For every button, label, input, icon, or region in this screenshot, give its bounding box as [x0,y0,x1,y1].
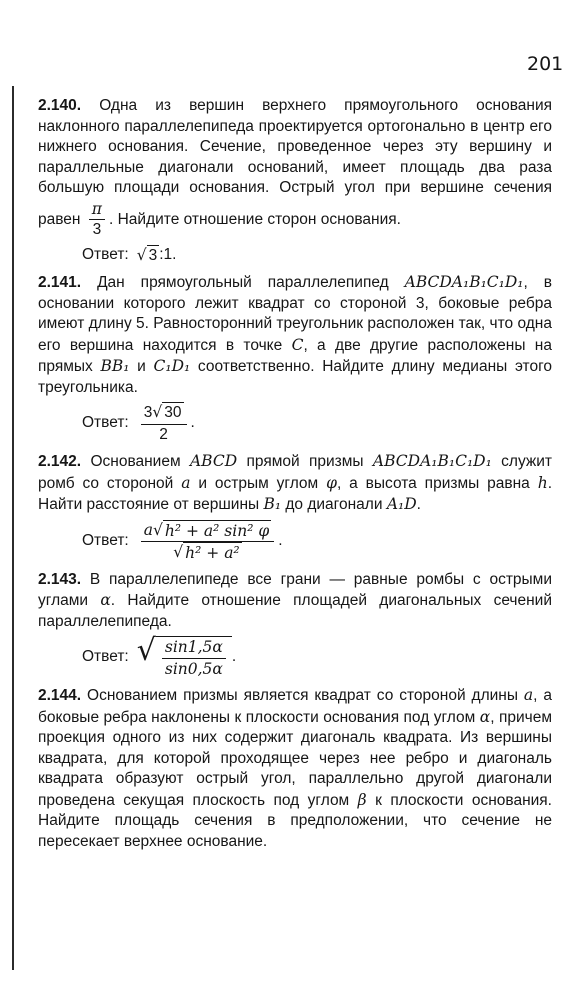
radical-sign: √ [152,403,163,421]
problem-body: соответственно. Найдите длину медианы этого треугольника. [38,358,553,396]
problem-2-141 [38,272,552,445]
sqrt [153,520,271,542]
radical-sign: √ [152,520,163,539]
problem-body: , в основании которого лежит квадрат со стороной 3, боковые ребра имеют длину 5. Равносторонний треугольник расположен так, что одна его вершина находится в точке [38,274,552,354]
answer [82,245,552,267]
radicand: 3 [147,245,160,267]
angle-var: φ [326,473,337,492]
problem-body-end: . Найдите отношение площадей диагональных сечений параллелепипеда. [38,592,553,630]
problem-2-144 [38,685,552,852]
sqrt [137,245,160,267]
point-name: C [291,335,304,354]
problem-body: Основанием призмы является квадрат со стороной длины [87,687,518,704]
fraction-denominator: 2 [159,425,168,443]
radical-sign: √ [173,543,184,561]
problem-body: до диагонали [285,496,383,513]
radicand: h² + a² [185,544,240,562]
fraction-numerator: π [89,199,105,221]
angle-fraction [89,199,105,241]
problem-text [38,96,552,241]
radicand: 30 [162,402,183,424]
line-name: C₁D₁ [153,357,191,375]
problem-body: Основанием [90,453,181,470]
problem-2-140 [38,96,552,266]
line-name: BB₁ [100,357,130,375]
problem-number: 2.143. [38,570,82,588]
answer-label: Ответ: [82,414,129,432]
problem-number: 2.141. [38,274,82,291]
answer [82,633,552,679]
fraction-denominator: sin0,5α [164,659,223,678]
side-var: a [523,686,534,704]
answer [82,520,552,564]
coefficient: a [143,520,153,539]
problem-body: , а боковые ребра наклонены к плоскости основания под углом [38,687,553,726]
problem-2-143 [38,570,552,680]
answer-tail: . [231,648,237,666]
fraction-numerator [141,402,187,425]
problem-body: Дан прямоугольный параллелепипед [97,274,389,291]
radicand: h² + a² sin² φ [164,521,270,540]
solid-name: ABCDA₁B₁C₁D₁ [372,452,492,470]
answer-tail: . [278,532,283,550]
answer-label: Ответ: [82,648,129,666]
vertex-name: B₁ [263,495,282,513]
problem-body: . [416,496,421,513]
answer-tail: :1. [159,246,177,263]
problem-body: и острым углом [198,474,319,492]
answer-fraction [141,402,187,445]
problem-body: В параллелепипеде все грани — равные ромбы с острыми углами [38,570,552,609]
problem-body: служит ромб со стороной [38,453,553,492]
angle-var: α [100,591,111,609]
sqrt [136,633,232,679]
height-var: h [537,473,548,492]
fraction-denominator [170,542,244,564]
problem-text [38,570,552,633]
problem-body: Одна из вершин верхнего прямоугольного основания наклонного параллелепипеда проектируется ортогонально в центр его нижнего основания. Сечение, проведенное через эту вершину и параллельные диагонали оснований, имеет площадь два раза большую площади основания. Острый угол при вершине сечения равен [38,97,553,228]
solid-name: ABCDA₁B₁C₁D₁ [404,273,524,291]
answer [82,402,552,445]
problem-body: , а высота призмы равна [336,474,530,492]
problem-text [38,451,552,516]
sqrt [173,542,241,564]
angle-var: β [357,790,367,809]
radical-sign: √ [136,633,156,668]
problem-text [38,272,552,398]
problem-number: 2.142. [38,453,82,470]
fraction-numerator [141,520,274,543]
page-content [38,96,552,852]
sqrt [152,402,183,424]
problem-body: , причем проекция одного из них содержит диагональ квадрата. Из вершины квадрата, для которой проходящее через нее ребро и диагональ квадрата образуют острый угол, параллельно другой диагонали проведена секущая плоскость под углом [38,708,553,809]
problem-body-end: . Найдите отношение сторон основания. [108,210,401,228]
answer-label: Ответ: [82,246,129,263]
problem-body: . Найти расстояние от вершины [38,474,552,513]
margin-line [12,86,14,970]
answer-fraction [141,520,274,564]
radicand [156,636,232,679]
coefficient: 3 [143,404,153,421]
problem-number: 2.144. [38,687,82,704]
radical-sign: √ [136,245,147,264]
problem-body: , а две другие расположены на прямых [38,336,552,375]
fraction-numerator: sin1,5α [162,637,226,659]
angle-var: α [479,707,491,726]
problem-number: 2.140. [38,97,82,114]
diagonal-name: A₁D [386,495,417,513]
problem-body: прямой призмы [246,453,364,470]
answer-label: Ответ: [82,532,129,550]
conjunction: и [137,358,146,375]
answer-fraction [162,637,226,679]
problem-text [38,685,552,852]
problem-body: к плоскости основания. Найдите площадь сечения в предположении, что сечение не пересекает верхнее основание. [38,791,552,850]
answer-tail: . [190,414,195,432]
page-number: 201 [527,53,564,75]
problem-2-142 [38,451,552,564]
fraction-denominator: 3 [92,221,102,238]
base-name: ABCD [189,452,238,470]
side-var: a [181,473,191,492]
